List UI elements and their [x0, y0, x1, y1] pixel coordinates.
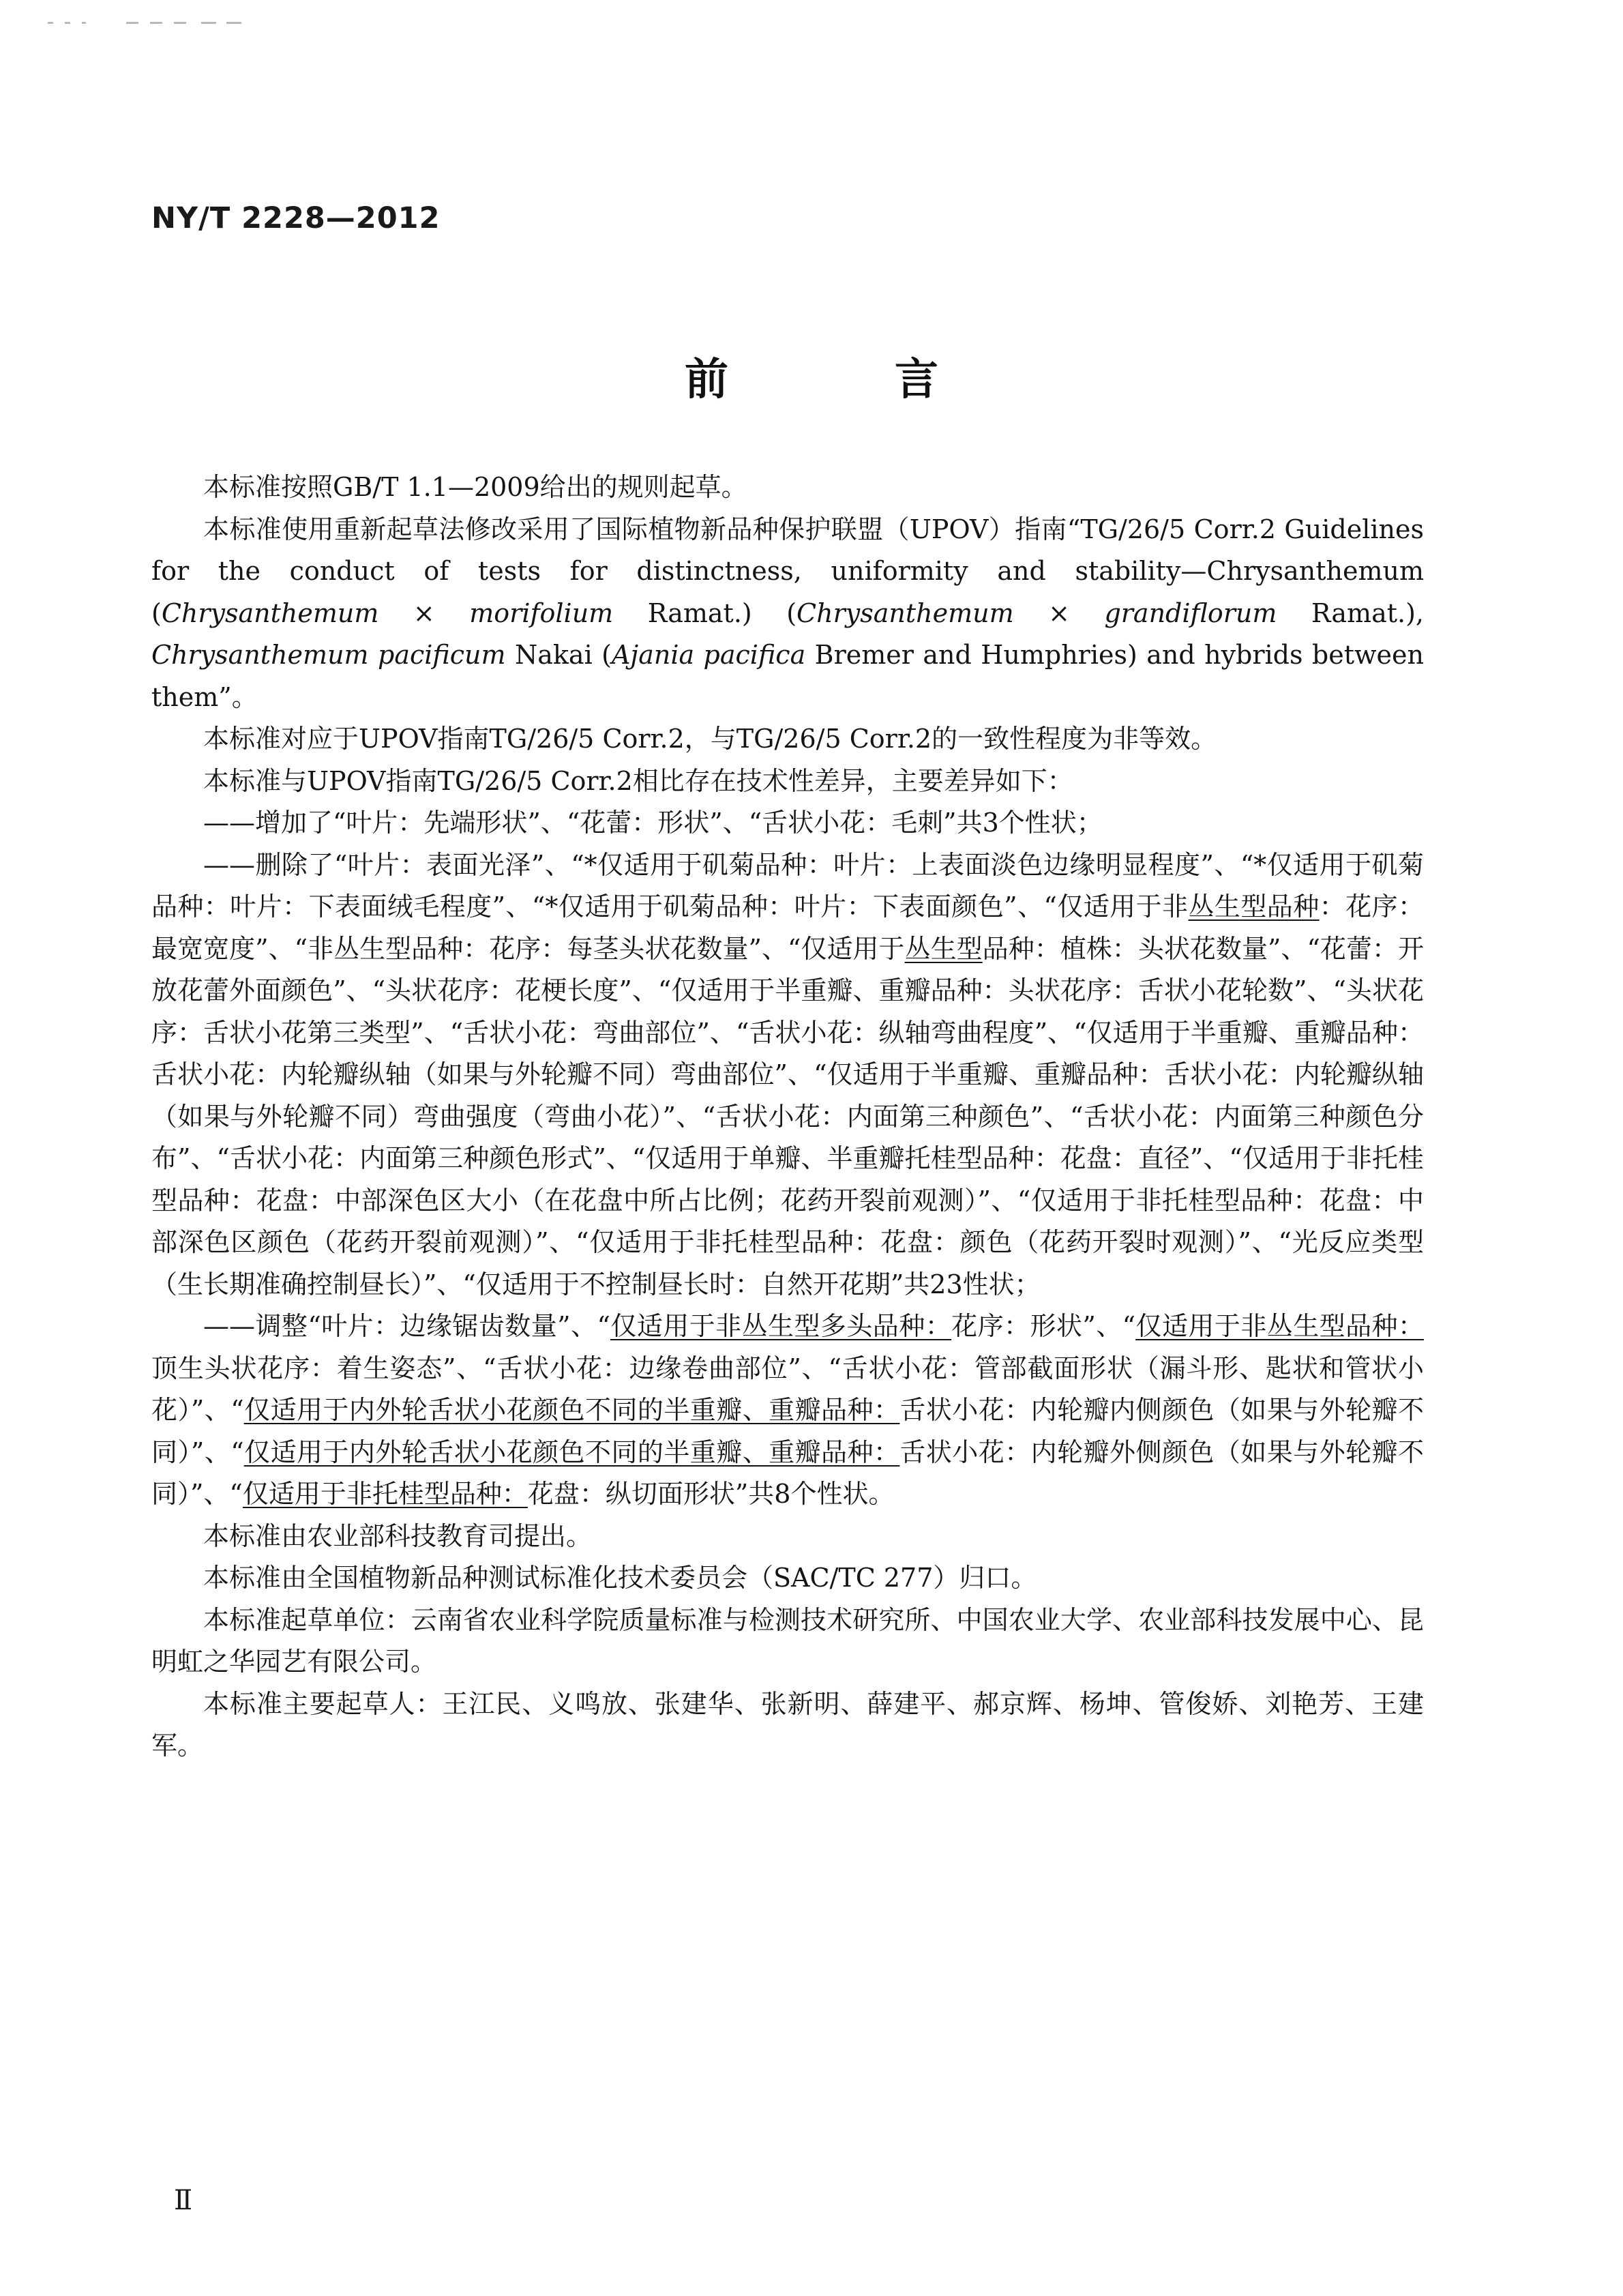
italic-text-run: Chrysanthemum	[161, 598, 379, 628]
underlined-text-run: 丛生型品种	[1188, 892, 1320, 922]
text-run: ：花序：最宽宽度”、“非丛生型品种：花序：每茎头状花数量”、“仅适用于	[151, 892, 1424, 964]
dash-marker: ——	[203, 849, 255, 880]
underlined-text-run: 仅适用于非丛生型品种：	[1135, 1311, 1424, 1341]
list-item-deleted	[151, 844, 1424, 1306]
list-item-adjusted	[151, 1306, 1424, 1516]
italic-text-run: Chrysanthemum pacificum	[151, 640, 506, 670]
text-run: ×	[378, 598, 470, 628]
paragraph-drafting-units: 本标准起草单位：云南省农业科学院质量标准与检测技术研究所、中国农业大学、农业部科技发展中心、昆明虹之华园艺有限公司。	[151, 1604, 1424, 1677]
underlined-text-run: 仅适用于非丛生型多头品种：	[610, 1311, 952, 1341]
paragraph-upov-adoption	[151, 509, 1424, 719]
text-run: 顶生头状花序：着生姿态”、“舌状小花：边缘卷曲部位”、“舌状小花：管部截面形状（漏斗形、匙状和管状小花）”、“	[151, 1353, 1424, 1425]
paragraph-committee: 本标准由全国植物新品种测试标准化技术委员会（SAC/TC 277）归口。	[203, 1563, 1037, 1593]
paragraph-drafters: 本标准主要起草人：王江民、义鸣放、张建华、张新明、薛建平、郝京辉、杨坤、管俊娇、刘艳芳、王建军。	[151, 1688, 1424, 1761]
underlined-text-run: 仅适用于内外轮舌状小花颜色不同的半重瓣、重瓣品种：	[243, 1395, 900, 1425]
foreword-body	[151, 467, 1424, 1767]
text-run: 品种：植株：头状花数量”、“花蕾：开放花蕾外面颜色”、“头状花序：花梗长度”、“仅适用于半重瓣、重瓣品种：头状花序：舌状小花轮数”、“头状花序：舌状小花第三类型”、“舌状小花：弯曲部位”、“舌状小花：纵轴弯曲程度”、“仅适用于半重瓣、重瓣品种：舌状小花：内轮瓣纵轴（如果与外轮瓣不同）弯曲部位”、“仅适用于半重瓣、重瓣品种：舌状小花：内轮瓣纵轴（如果与外轮瓣不同）弯曲强度（弯曲小花）”、“舌状小花：内面第三种颜色”、“舌状小花：内面第三种颜色分布”、“舌状小花：内面第三种颜色形式”、“仅适用于单瓣、半重瓣托桂型品种：花盘：直径”、“仅适用于非托桂型品种：花盘：中部深色区大小（在花盘中所占比例；花药开裂前观测）”、“仅适用于非托桂型品种：花盘：中部深色区颜色（花药开裂前观测）”、“仅适用于非托桂型品种：花盘：颜色（花药开裂时观测）”、“光反应类型（生长期准确控制昼长）”、“仅适用于不控制昼长时：自然开花期”共23性状；	[151, 933, 1424, 1299]
underlined-text-run: 仅适用于内外轮舌状小花颜色不同的半重瓣、重瓣品种：	[243, 1437, 900, 1467]
underlined-text-run: 仅适用于非托桂型品种：	[242, 1479, 528, 1509]
dash-marker: ——	[203, 808, 255, 838]
text-run: 增加了“叶片：先端形状”、“花蕾：形状”、“舌状小花：毛刺”共3个性状；	[255, 808, 1103, 838]
dash-marker: ——	[203, 1311, 255, 1341]
paragraph-proposer: 本标准由农业部科技教育司提出。	[203, 1520, 593, 1551]
scan-artifact-marks	[34, 7, 239, 34]
page-title: 前 言	[685, 355, 1000, 405]
paragraph-differences-intro: 本标准与UPOV指南TG/26/5 Corr.2相比存在技术性差异，主要差异如下：	[203, 765, 1073, 796]
page-number: Ⅱ	[174, 2185, 193, 2216]
paragraph-drafting-rules: 本标准按照GB/T 1.1—2009给出的规则起草。	[203, 472, 747, 502]
paragraph-correspondence: 本标准对应于UPOV指南TG/26/5 Corr.2，与TG/26/5 Corr.2的一致性程度为非等效。	[203, 724, 1217, 754]
italic-text-run: Ajania pacifica	[611, 640, 806, 670]
text-run: 花盘：纵切面形状”共8个性状。	[527, 1479, 895, 1509]
text-run: ×	[1013, 598, 1105, 628]
text-run: 本标准使用重新起草法修改采用了国际植物新品种保护联盟（UPOV）指南“TG/26/5 Corr.2 Guidelines for the conduct of tests for distinctness, uniformity and stability—Chrysanthemum (	[151, 514, 1424, 628]
text-run: 舌状小花：内轮瓣外侧颜色（如果与外轮瓣不同）”、“	[151, 1437, 1424, 1509]
document-code: NY/T 2228—2012	[151, 201, 441, 235]
text-run: Bremer and Humphries) and hybrids between them”。	[151, 640, 1424, 712]
text-run: Ramat.) (	[613, 598, 797, 628]
text-run: 花序：形状”、“	[951, 1311, 1136, 1341]
italic-text-run: Chrysanthemum	[796, 598, 1014, 628]
text-run: 舌状小花：内轮瓣内侧颜色（如果与外轮瓣不同）”、“	[151, 1395, 1424, 1467]
underlined-text-run: 丛生型	[904, 933, 983, 964]
italic-text-run: morifolium	[469, 598, 614, 628]
list-item-added	[151, 802, 1424, 844]
text-run: 调整“叶片：边缘锯齿数量”、“	[255, 1311, 610, 1341]
italic-text-run: grandiflorum	[1104, 598, 1277, 628]
text-run: Nakai (	[505, 640, 612, 670]
text-run: Ramat.),	[1277, 598, 1424, 628]
text-run: 删除了“叶片：表面光泽”、“*仅适用于矶菊品种：叶片：上表面淡色边缘明显程度”、“*仅适用于矶菊品种：叶片：下表面绒毛程度”、“*仅适用于矶菊品种：叶片：下表面颜色”、“仅适用于非	[151, 849, 1424, 922]
